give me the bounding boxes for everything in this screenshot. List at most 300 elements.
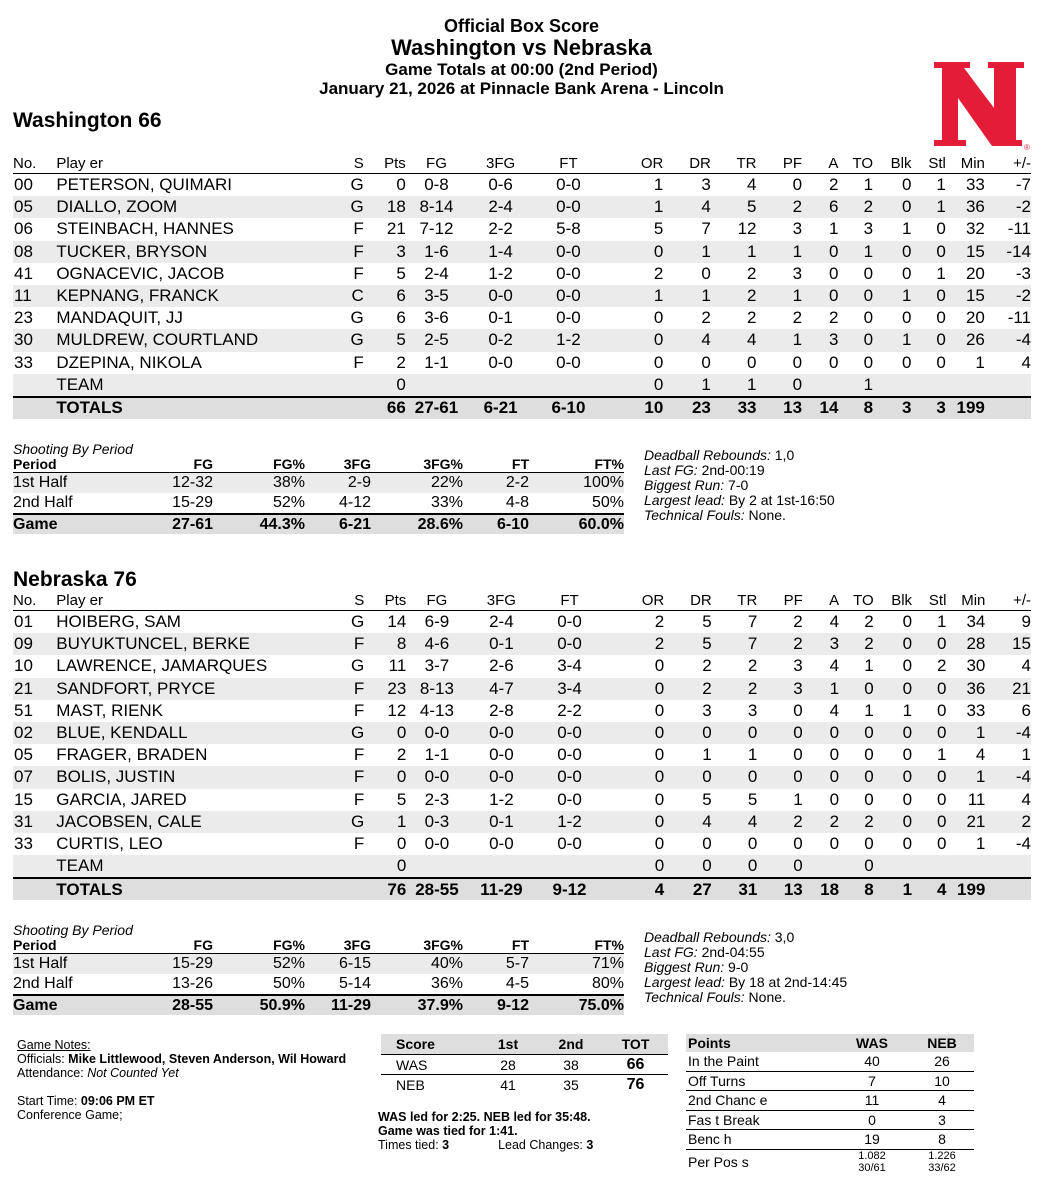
note-value: None.: [744, 989, 786, 1005]
cell-to: 1: [864, 656, 874, 676]
cell-dr: 5: [702, 612, 712, 632]
matchup-title: Washington vs Nebraska: [391, 35, 652, 60]
cell-a: 0: [802, 285, 838, 307]
cell-no: 10: [14, 656, 33, 676]
shooting-3fg: 5-14: [338, 975, 371, 992]
cell-tr: 2: [747, 263, 757, 283]
cell-no: 01: [14, 612, 33, 632]
cell-to: 0: [839, 766, 874, 788]
cell-a: 4: [829, 612, 840, 632]
cell-stl: 0: [912, 678, 946, 700]
note-value: 2nd-00:19: [697, 462, 765, 478]
cell-stl: 0: [936, 833, 947, 853]
cell-blk: [874, 855, 912, 878]
cell-to: 3: [863, 219, 874, 239]
cell-to: 0: [864, 745, 874, 765]
cell-player: MAST, RIENK: [56, 700, 164, 720]
total-player: TOTALS: [54, 878, 292, 900]
cell-min: 32: [965, 219, 985, 239]
lead-times: WAS led for 2:25. NEB led for 35:48.: [378, 1110, 591, 1124]
score-header-row: [381, 1034, 668, 1055]
col-header-tr: TR: [712, 591, 758, 611]
game-3fg-pct: 28.6%: [371, 514, 463, 534]
cell-blk: 0: [874, 633, 912, 655]
per-possession-was-count: 30/61: [858, 1161, 886, 1174]
cell-min: 15: [946, 241, 985, 263]
cell-pf: 3: [792, 263, 803, 283]
points-cell: Fas t Break: [686, 1110, 834, 1130]
cell-pts: 21: [386, 219, 406, 239]
points-row: [686, 1071, 974, 1091]
game-fg-pct: 50.9%: [213, 995, 305, 1015]
cell-pos: F: [353, 263, 364, 283]
game-ft-pct: 75.0%: [529, 995, 624, 1015]
total-tr: 31: [712, 878, 758, 900]
cell-pts: 23: [364, 678, 406, 700]
cell-ft: 0-0: [556, 263, 581, 283]
col-header-pos: S: [291, 154, 363, 174]
total-blk: 3: [873, 397, 911, 419]
shooting-fg-pct: 52%: [213, 954, 305, 975]
cell-pts: 6: [396, 308, 406, 328]
times-tied: 3: [442, 1138, 450, 1152]
game-fg-pct: 44.3%: [213, 514, 305, 534]
cell-min: 15: [946, 285, 985, 307]
col-header-ft: FT: [534, 154, 603, 174]
cell-dr: 5: [664, 633, 712, 655]
cell-min: 26: [946, 329, 985, 351]
player-row: [13, 789, 1031, 811]
shooting-period: 2nd Half: [13, 975, 73, 992]
cell-ft: 1-2: [535, 811, 604, 833]
cell-player: STEINBACH, HANNES: [56, 219, 234, 239]
player-row: [13, 811, 1031, 833]
cell-tr: 7: [747, 612, 758, 632]
attendance-line: Attendance: Not Counted Yet: [17, 1066, 179, 1080]
cell-min: [946, 855, 985, 878]
total-3fg: 6-21: [467, 397, 534, 419]
cell-plusminus: [985, 374, 1031, 397]
box-score-table-washington: [13, 154, 1031, 419]
cell-or: 1: [653, 175, 664, 195]
cell-or: 0: [654, 833, 665, 853]
note-label: Biggest Run:: [644, 477, 725, 493]
score-row: [381, 1075, 668, 1095]
player-row: [13, 352, 1031, 374]
note-label: Largest lead:: [644, 974, 725, 990]
cell-blk: 0: [874, 678, 912, 700]
cell-tr: 0: [712, 766, 758, 788]
points-cell: 4: [910, 1091, 974, 1111]
col-header-player: Play er: [54, 154, 291, 174]
cell-player: SANDFORT, PRYCE: [54, 678, 292, 700]
note-value: 9-0: [724, 959, 749, 975]
cell-to: 0: [839, 855, 874, 878]
cell-pts: 11: [388, 656, 407, 676]
cell-player: PETERSON, QUIMARI: [56, 175, 232, 195]
cell-no: 09: [13, 633, 54, 655]
cell-tr: 0: [712, 722, 758, 744]
points-row: [686, 1052, 974, 1071]
cell-min: 1: [946, 722, 985, 744]
cell-tr: 4: [712, 811, 758, 833]
shooting-fg: 15-29: [172, 494, 213, 511]
game-notes: [17, 1038, 346, 1122]
team-note: [644, 508, 835, 523]
cell-pts: 2: [396, 352, 406, 372]
cell-pts: 0: [364, 855, 406, 878]
cell-ft: 0-0: [556, 308, 581, 328]
points-cell: 26: [910, 1052, 974, 1071]
svg-text:®: ®: [1024, 143, 1030, 152]
total-pf: 13: [757, 397, 803, 419]
cell-dr: 0: [664, 766, 712, 788]
cell-pf: 0: [757, 855, 802, 878]
cell-pos: G: [291, 329, 363, 351]
points-col-header: NEB: [910, 1034, 974, 1052]
cell-ft: 0-0: [534, 285, 603, 307]
cell-ft: [535, 855, 604, 878]
shooting-col-ft-pct: FT%: [529, 937, 624, 954]
officials: Mike Littlewood, Steven Anderson, Wil Howard: [68, 1052, 347, 1066]
score-cell: NEB: [381, 1075, 477, 1095]
cell-3fg: 1-4: [467, 241, 534, 263]
cell-3fg: 2-8: [489, 700, 514, 720]
cell-dr: 1: [663, 374, 711, 397]
score-col-header: Score: [381, 1034, 477, 1055]
shooting-ft-pct: 71%: [529, 954, 624, 975]
points-cell: 3: [910, 1110, 974, 1130]
cell-player: LAWRENCE, JAMARQUES: [56, 656, 268, 676]
shooting-header-row: [13, 937, 624, 954]
score-total: 76: [603, 1075, 668, 1095]
cell-a: 0: [803, 766, 839, 788]
cell-a: 2: [828, 175, 839, 195]
cell-or: 0: [604, 678, 664, 700]
shooting-3fg-pct: 36%: [430, 975, 463, 992]
cell-tr: 5: [747, 789, 758, 809]
cell-min: 36: [946, 678, 985, 700]
cell-or: 1: [603, 285, 663, 307]
player-row: [13, 307, 1031, 329]
cell-a: 0: [829, 789, 840, 809]
cell-fg: 0-0: [406, 722, 467, 744]
cell-pf: 1: [757, 285, 803, 307]
score-row: [381, 1055, 668, 1075]
cell-stl: 0: [911, 285, 945, 307]
game-status: Game Totals at 00:00 (2nd Period): [385, 60, 658, 79]
player-row: [13, 678, 1031, 700]
cell-player: MANDAQUIT, JJ: [56, 308, 183, 328]
cell-a: 1: [803, 678, 839, 700]
cell-3fg: 2-4: [489, 612, 514, 632]
cell-min: 28: [946, 633, 985, 655]
cell-to: 2: [839, 633, 874, 655]
cell-min: 4: [975, 745, 986, 765]
cell-stl: 1: [936, 745, 947, 765]
cell-to: 1: [838, 374, 873, 397]
cell-stl: 0: [912, 766, 946, 788]
shooting-ft: 2-2: [463, 473, 529, 494]
team-note: [644, 930, 847, 945]
cell-pf: 0: [757, 374, 803, 397]
shooting-game-row: [13, 995, 624, 1015]
lead-summary: WAS led for 2:25. NEB led for 35:48. Game was tied for 1:41. Times tied: 3 Lead Changes: 3: [378, 1110, 594, 1152]
score-cell: 35: [539, 1075, 603, 1095]
shooting-fg: 12-32: [128, 473, 213, 494]
cell-stl: 1: [911, 196, 945, 218]
cell-plusminus: [985, 855, 1031, 878]
points-row: [686, 1130, 974, 1150]
col-header-pts: Pts: [364, 591, 406, 611]
col-header-no: No.: [13, 591, 54, 611]
score-col-header: 2nd: [539, 1034, 603, 1055]
cell-a: 6: [802, 196, 838, 218]
col-header-3fg: 3FG: [468, 591, 536, 611]
cell-stl: [911, 374, 945, 397]
cell-pos: F: [292, 678, 364, 700]
player-row: [13, 744, 1031, 766]
cell-pf: 0: [793, 745, 803, 765]
cell-ft: 0-0: [557, 612, 582, 632]
game-ft: 9-12: [463, 995, 529, 1015]
box-header-row: [13, 154, 1031, 174]
cell-a: [802, 374, 838, 397]
cell-to: 0: [838, 285, 873, 307]
cell-ft: 0-0: [534, 196, 603, 218]
cell-no: 41: [14, 263, 33, 283]
cell-no: 21: [13, 678, 54, 700]
shooting-row: [13, 974, 624, 995]
cell-or: 0: [654, 789, 665, 809]
cell-no: 08: [13, 241, 54, 263]
cell-to: 0: [838, 329, 873, 351]
team-notes-washington: [644, 448, 835, 523]
points-row: [686, 1110, 974, 1130]
cell-ft: 0-0: [535, 722, 604, 744]
cell-blk: 0: [873, 196, 911, 218]
game-fg: 27-61: [128, 514, 213, 534]
cell-fg: 4-6: [406, 633, 467, 655]
cell-pos: G: [292, 811, 364, 833]
per-possession-neb-count: 33/62: [928, 1161, 956, 1174]
cell-tr: 5: [711, 196, 757, 218]
player-row: [13, 611, 1031, 634]
cell-tr: 1: [711, 241, 757, 263]
team-note: [644, 945, 847, 960]
cell-to: 0: [864, 789, 874, 809]
cell-no: 51: [14, 700, 33, 720]
cell-stl: 1: [936, 612, 947, 632]
cell-pf: 3: [757, 678, 802, 700]
cell-or: 0: [603, 241, 663, 263]
cell-tr: 4: [747, 175, 757, 195]
points-col-header: WAS: [834, 1034, 910, 1052]
score-col-header: TOT: [603, 1034, 668, 1055]
cell-blk: 0: [902, 789, 913, 809]
cell-dr: 0: [701, 352, 711, 372]
score-total: 66: [603, 1055, 668, 1075]
cell-a: 2: [803, 811, 839, 833]
col-header-player: Play er: [54, 591, 292, 611]
per-possession-row: [686, 1149, 974, 1174]
note-label: Largest lead:: [644, 492, 725, 508]
shooting-fg-pct: 52%: [272, 494, 305, 511]
cell-3fg: [468, 855, 536, 878]
cell-ft: 3-4: [557, 656, 582, 676]
cell-plusminus: -2: [985, 196, 1031, 218]
cell-dr: 3: [702, 700, 712, 720]
cell-pf: 2: [793, 612, 803, 632]
shooting-col-fg: FG: [128, 456, 213, 473]
col-header-a: A: [803, 591, 839, 611]
cell-plusminus: -4: [985, 329, 1031, 351]
cell-dr: 1: [663, 285, 711, 307]
cell-pf: 1: [757, 241, 803, 263]
cell-fg: 8-14: [406, 196, 467, 218]
note-label: Deadball Rebounds:: [644, 929, 771, 945]
col-header-blk: Blk: [874, 591, 912, 611]
points-cell: 2nd Chanc e: [686, 1091, 834, 1111]
cell-no: 06: [14, 219, 33, 239]
cell-pts: 5: [396, 789, 407, 809]
total-a: 18: [803, 878, 839, 900]
game-date-venue: January 21, 2026 at Pinnacle Bank Arena - Lincoln: [319, 79, 724, 98]
note-value: By 18 at 2nd-14:45: [724, 974, 848, 990]
cell-pos: G: [350, 308, 364, 328]
col-header-pf: PF: [757, 591, 802, 611]
cell-min: 1: [975, 833, 986, 853]
cell-to: 0: [863, 308, 874, 328]
cell-pos: G: [351, 612, 365, 632]
cell-stl: 0: [936, 219, 946, 239]
points-cell: 19: [834, 1130, 910, 1150]
col-header-to: TO: [838, 154, 873, 174]
shooting-3fg-pct: 22%: [371, 473, 463, 494]
cell-tr: 1: [747, 745, 758, 765]
shooting-game-row: [13, 514, 624, 534]
team-title-nebraska: Nebraska 76: [13, 568, 137, 591]
cell-stl: [912, 855, 946, 878]
total-to: 8: [839, 878, 874, 900]
cell-dr: 1: [702, 745, 712, 765]
cell-pf: 0: [792, 175, 803, 195]
cell-pts: 2: [396, 745, 407, 765]
col-header-fg: FG: [406, 154, 467, 174]
cell-blk: 0: [873, 241, 911, 263]
cell-3fg: 0-2: [467, 329, 534, 351]
cell-3fg: 0-6: [488, 175, 513, 195]
cell-tr: 3: [747, 700, 758, 720]
player-row: [13, 174, 1031, 197]
cell-a: [803, 855, 839, 878]
report-header: [0, 16, 1043, 98]
cell-plusminus: 21: [985, 678, 1031, 700]
cell-3fg: 1-2: [488, 263, 513, 283]
col-header-ft: FT: [535, 591, 604, 611]
shooting-header-row: [13, 456, 624, 473]
cell-dr: 2: [702, 656, 712, 676]
cell-pos: F: [292, 633, 364, 655]
cell-or: 5: [653, 219, 664, 239]
cell-stl: 0: [936, 308, 946, 328]
cell-to: 1: [864, 700, 874, 720]
cell-plusminus: 9: [1021, 612, 1031, 632]
shooting-3fg-pct: 40%: [371, 954, 463, 975]
shooting-col-3fg: 3FG: [305, 937, 371, 954]
cell-3fg: 1-2: [489, 789, 514, 809]
points-cell: 40: [834, 1052, 910, 1071]
score-col-header: 1st: [477, 1034, 539, 1055]
team-note: [644, 478, 835, 493]
total-pf: 13: [757, 878, 802, 900]
cell-pos: F: [353, 745, 365, 765]
cell-plusminus: 2: [985, 811, 1031, 833]
cell-to: 2: [839, 811, 874, 833]
shooting-ft: 5-7: [463, 954, 529, 975]
points-cell: 8: [910, 1130, 974, 1150]
cell-tr: 1: [711, 374, 757, 397]
nebraska-logo: [932, 56, 1030, 152]
cell-blk: 1: [873, 285, 911, 307]
cell-fg: 7-12: [419, 219, 454, 239]
cell-player: CURTIS, LEO: [56, 833, 163, 853]
cell-fg: 1-1: [424, 745, 450, 765]
shooting-period: 1st Half: [13, 473, 128, 494]
cell-dr: 7: [701, 219, 711, 239]
team-title-washington: Washington 66: [13, 109, 162, 132]
total-min: 199: [946, 397, 985, 419]
cell-pos: G: [291, 196, 363, 218]
points-cell: Benc h: [686, 1130, 834, 1150]
cell-plusminus: -7: [1015, 175, 1031, 195]
player-row: [13, 633, 1031, 655]
game-notes-title: Game Notes:: [17, 1038, 91, 1052]
cell-or: 0: [604, 722, 664, 744]
cell-blk: 0: [902, 745, 913, 765]
shooting-row: [13, 493, 624, 514]
cell-tr: 2: [711, 285, 757, 307]
note-label: Technical Fouls:: [644, 989, 745, 1005]
cell-3fg: 0-0: [489, 745, 514, 765]
cell-stl: 0: [936, 700, 947, 720]
cell-fg: 8-13: [406, 678, 467, 700]
cell-plusminus: -11: [1007, 219, 1031, 239]
player-row: [13, 833, 1031, 855]
cell-3fg: 0-1: [468, 811, 536, 833]
cell-pf: 0: [793, 833, 803, 853]
shooting-table-washington: [13, 456, 624, 534]
cell-fg: 0-0: [424, 833, 450, 853]
cell-to: 0: [863, 352, 874, 372]
cell-min: 36: [946, 196, 985, 218]
cell-ft: 5-8: [556, 219, 581, 239]
shooting-title-nebraska: Shooting By Period: [13, 922, 133, 938]
cell-no: 05: [14, 745, 33, 765]
cell-3fg: 0-0: [467, 285, 534, 307]
cell-a: 0: [829, 833, 840, 853]
total-pts: 66: [364, 397, 406, 419]
cell-dr: 1: [663, 241, 711, 263]
total-blk: 1: [874, 878, 912, 900]
score-cell: 41: [477, 1075, 539, 1095]
score-cell: 38: [539, 1055, 603, 1075]
cell-or: 0: [604, 855, 664, 878]
col-header-fg: FG: [406, 591, 467, 611]
cell-pts: 5: [364, 329, 406, 351]
cell-no: 05: [13, 196, 54, 218]
cell-stl: 0: [912, 811, 946, 833]
